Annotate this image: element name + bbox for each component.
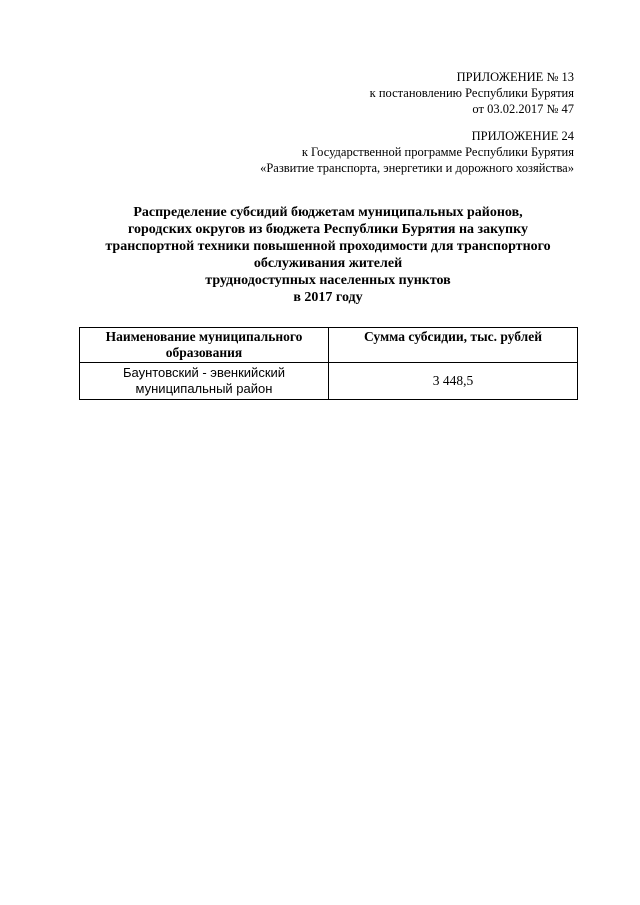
header-subsidy-sum: Сумма субсидии, тыс. рублей bbox=[329, 328, 578, 363]
annex-13-reference: к постановлению Республики Бурятия bbox=[369, 86, 574, 100]
cell-subsidy-sum: 3 448,5 bbox=[329, 363, 578, 400]
annex-24-header bbox=[260, 128, 574, 176]
title-line: труднодоступных населенных пунктов bbox=[205, 273, 451, 288]
header-municipality-name: Наименование муниципального образования bbox=[80, 328, 329, 363]
annex-24-program-name: «Развитие транспорта, энергетики и дорожного хозяйства» bbox=[260, 161, 574, 175]
title-line: Распределение субсидий бюджетам муниципальных районов, bbox=[133, 205, 523, 220]
title-line: обслуживания жителей bbox=[253, 256, 403, 271]
annex-13-header bbox=[370, 69, 574, 117]
annex-24-reference: к Государственной программе Республики Бурятия bbox=[301, 145, 574, 159]
title-line: в 2017 году bbox=[293, 290, 363, 305]
cell-municipality-name: Баунтовский - эвенкийский муниципальный район bbox=[80, 363, 329, 400]
annex-24-number: ПРИЛОЖЕНИЕ 24 bbox=[471, 129, 574, 143]
subsidy-table bbox=[79, 327, 578, 400]
table-row bbox=[80, 363, 578, 400]
document-title bbox=[78, 204, 578, 306]
table-header-row bbox=[80, 328, 578, 363]
annex-13-number: ПРИЛОЖЕНИЕ № 13 bbox=[456, 70, 574, 84]
title-line: транспортной техники повышенной проходимости для транспортного bbox=[105, 239, 551, 254]
annex-13-date: от 03.02.2017 № 47 bbox=[472, 102, 574, 116]
title-line: городских округов из бюджета Республики Бурятия на закупку bbox=[128, 222, 528, 237]
